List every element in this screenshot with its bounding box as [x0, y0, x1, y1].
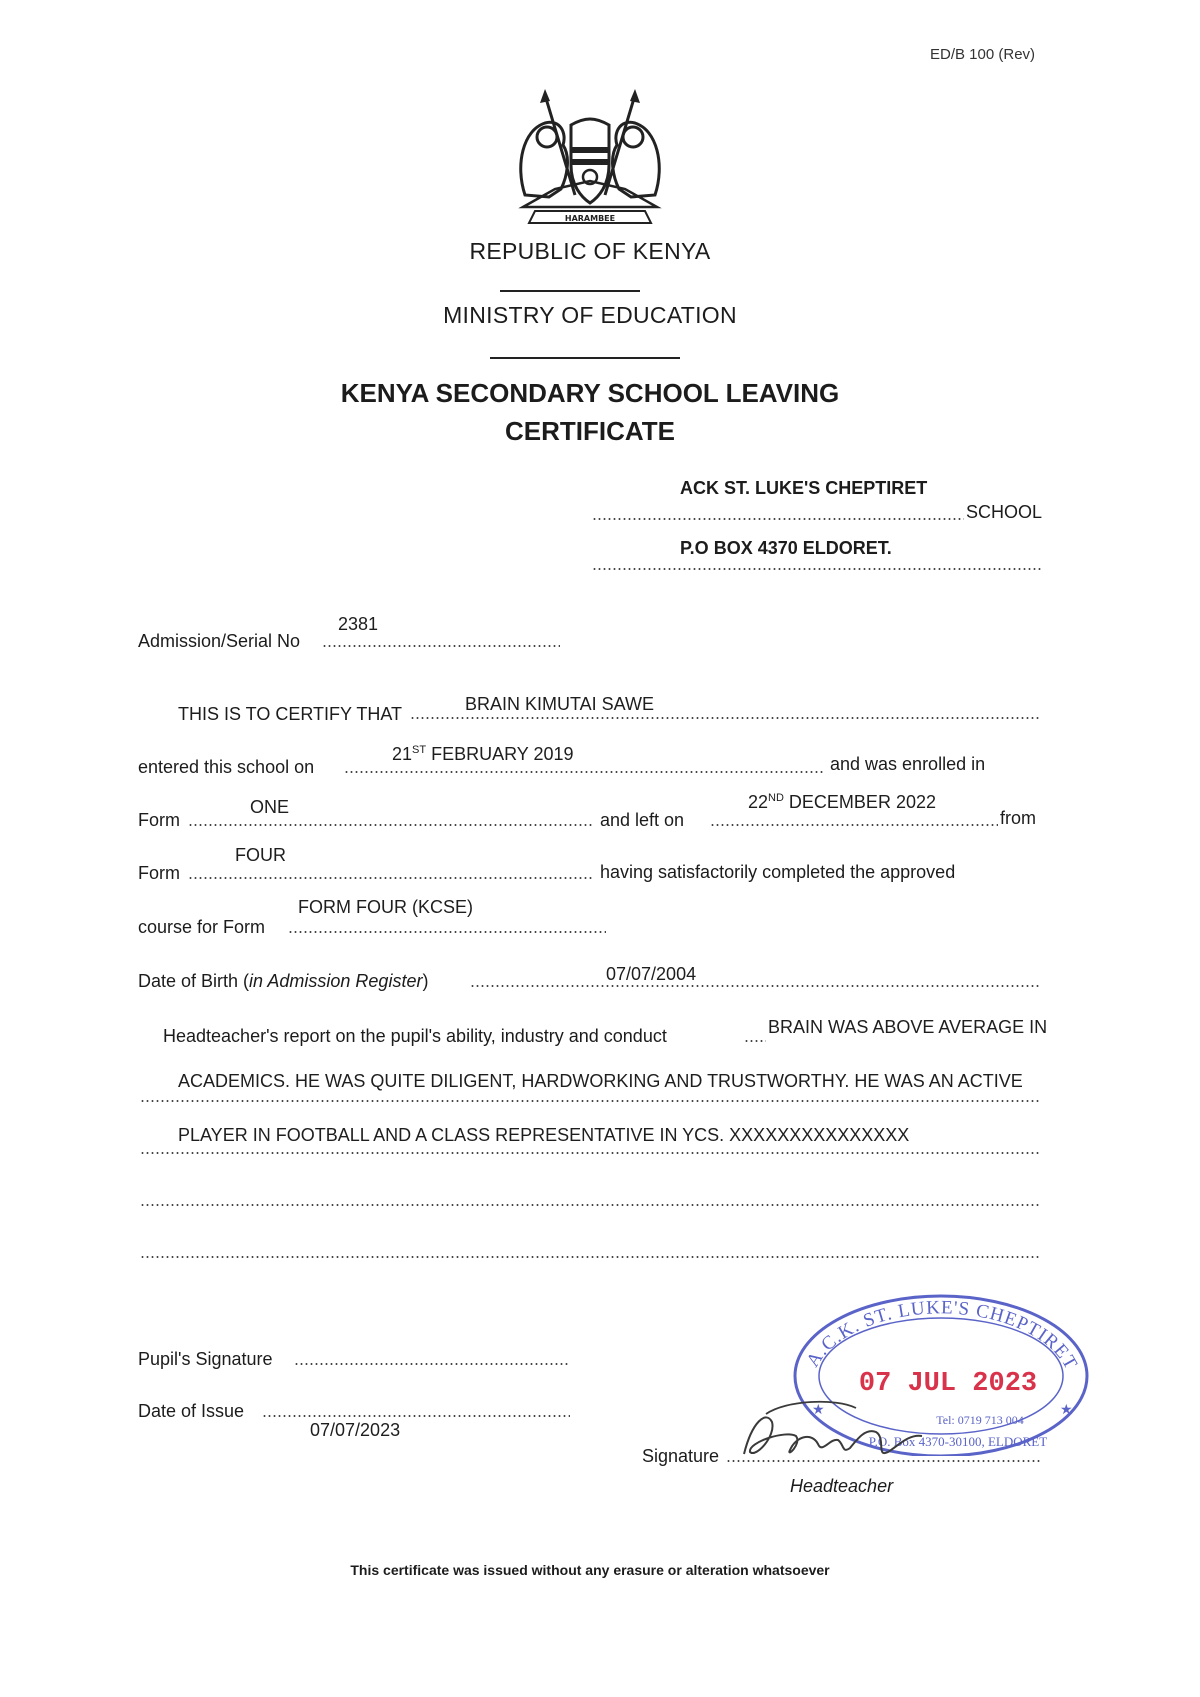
dotted-line — [288, 931, 606, 933]
dotted-line — [710, 824, 998, 826]
left-on-label: and left on — [600, 810, 685, 830]
dotted-line — [344, 771, 824, 773]
form-label: Form — [138, 863, 180, 883]
stamp-date: 07 JUL 2023 — [858, 1369, 1038, 1399]
coat-of-arms-emblem — [505, 85, 675, 227]
report-label: Headteacher's report on the pupil's ability, industry and conduct — [163, 1026, 667, 1046]
dotted-line — [294, 1363, 570, 1365]
star-icon: ★ — [812, 1402, 825, 1418]
dotted-line — [262, 1415, 570, 1417]
stamp-school-text: A.C.K. ST. LUKE'S CHEPTIRET — [802, 1297, 1082, 1374]
course-value: FORM FOUR (KCSE) — [298, 897, 473, 917]
pupil-signature-label: Pupil's Signature — [138, 1349, 273, 1369]
footer-note: This certificate was issued without any erasure or alteration whatsoever — [350, 1562, 830, 1578]
school-address: P.O BOX 4370 ELDORET. — [680, 538, 892, 558]
form-label: Form — [138, 810, 180, 830]
enrolled-label: and was enrolled in — [830, 754, 986, 774]
course-label: course for Form — [138, 917, 266, 937]
dotted-line — [188, 824, 592, 826]
entered-label: entered this school on — [138, 757, 315, 777]
dob-value: 07/07/2004 — [606, 964, 697, 984]
dotted-line — [744, 1040, 766, 1042]
headteacher-label: Headteacher — [790, 1476, 894, 1496]
report-line1: BRAIN WAS ABOVE AVERAGE IN — [768, 1017, 1048, 1037]
dotted-line — [592, 568, 1042, 570]
dotted-line — [470, 985, 1040, 987]
dotted-line — [140, 1152, 1040, 1154]
dotted-line — [322, 645, 560, 647]
certificate-title-line2: CERTIFICATE — [505, 416, 675, 446]
date-of-issue-label: Date of Issue — [138, 1401, 245, 1421]
entry-date: 21ST FEBRUARY 2019 — [392, 744, 574, 764]
leaving-date: 22ND DECEMBER 2022 — [748, 792, 936, 812]
school-suffix: SCHOOL — [966, 502, 1043, 522]
form-code: ED/B 100 (Rev) — [930, 46, 1036, 63]
signature-label: Signature — [642, 1446, 720, 1466]
republic-heading: REPUBLIC OF KENYA — [469, 238, 711, 264]
admission-label: Admission/Serial No — [138, 631, 301, 651]
stamp-box: P.O. Box 4370-30100, ELDORET — [868, 1434, 1048, 1449]
leaving-form: FOUR — [235, 845, 286, 865]
dotted-line — [140, 1100, 1040, 1102]
pupil-name: BRAIN KIMUTAI SAWE — [465, 694, 655, 714]
divider — [490, 357, 680, 359]
completed-label: having satisfactorily completed the approved — [600, 862, 956, 882]
report-line2: ACADEMICS. HE WAS QUITE DILIGENT, HARDWORKING AND TRUSTWORTHY. HE WAS AN ACTIVE — [178, 1071, 1023, 1091]
svg-text:A.C.K. ST. LUKE'S CHEPTIRET SC — [788, 1288, 1084, 1378]
dob-label: Date of Birth (in Admission Register) — [138, 971, 429, 991]
dotted-line — [188, 877, 592, 879]
dotted-line — [140, 1256, 1040, 1258]
certify-label: THIS IS TO CERTIFY THAT — [178, 704, 403, 724]
dotted-line — [140, 1204, 1040, 1206]
from-label: from — [1000, 808, 1036, 828]
date-of-issue-value: 07/07/2023 — [310, 1420, 401, 1440]
certificate-title-line1: KENYA SECONDARY SCHOOL LEAVING — [340, 378, 840, 408]
star-icon: ★ — [1060, 1402, 1073, 1418]
stamp-tel: Tel: 0719 713 004 — [936, 1413, 1024, 1427]
divider — [500, 290, 640, 292]
report-line3: PLAYER IN FOOTBALL AND A CLASS REPRESENTATIVE IN YCS. XXXXXXXXXXXXXXX — [178, 1125, 910, 1145]
headteacher-signature — [726, 1392, 936, 1472]
school-name: ACK ST. LUKE'S CHEPTIRET — [680, 478, 928, 498]
dotted-line — [592, 518, 964, 520]
entry-form: ONE — [250, 797, 290, 817]
dotted-line — [410, 717, 1040, 719]
admission-number: 2381 — [338, 614, 379, 634]
motto-text: HARAMBEE — [564, 214, 616, 223]
ministry-heading: MINISTRY OF EDUCATION — [443, 302, 737, 328]
